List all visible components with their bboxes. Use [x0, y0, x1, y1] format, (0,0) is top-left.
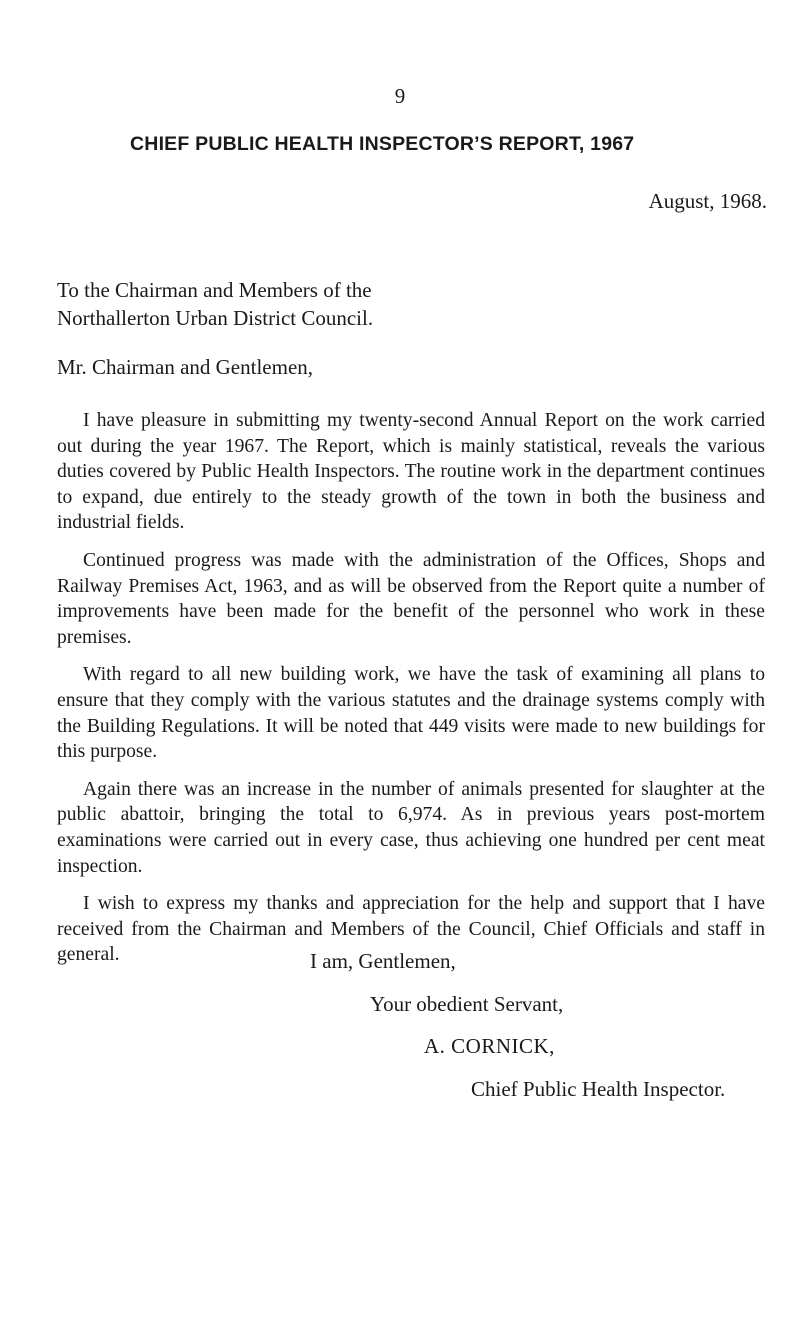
signoff-closing: I am, Gentlemen,: [310, 949, 456, 973]
salutation: Mr. Chairman and Gentlemen,: [57, 355, 314, 379]
signoff-servant: Your obedient Servant,: [370, 992, 564, 1016]
addressee-line-1: To the Chairman and Members of the: [57, 278, 372, 302]
paragraph-abattoir: Again there was an increase in the number of animals presented for slaughter at the public abattoir, bringing the total to 6,974. As in previous years post-mortem examinations were carried out in every case, thus achieving one hundred per cent meat inspection.: [57, 778, 765, 877]
report-title: CHIEF PUBLIC HEALTH INSPECTOR’S REPORT, 1967: [130, 133, 635, 155]
report-date: August, 1968.: [648, 189, 767, 213]
paragraph-annual-report: I have pleasure in submitting my twenty-second Annual Report on the work carried out during the year 1967. The Report, which is mainly statistical, reveals the various duties covered by Public Health Inspectors. The routine work in the department continues to expand, due entirely to the steady growth of the town in both the business and industrial fields.: [57, 410, 765, 534]
paragraph-offices-shops-act: Continued progress was made with the administration of the Offices, Shops and Railway Premises Act, 1963, and as will be observed from the Report quite a number of improvements have been made for the benefit of the personnel who work in these premises.: [57, 549, 765, 648]
letter-body: [57, 408, 765, 980]
signer-name: A. CORNICK,: [424, 1034, 555, 1058]
addressee-block: [57, 276, 373, 332]
addressee-line-2: Northallerton Urban District Council.: [57, 306, 374, 330]
paragraph-thanks: I wish to express my thanks and appreciation for the help and support that I have received from the Chairman and Members of the Council, Chief Officials and staff in general.: [57, 893, 765, 966]
paragraph-new-buildings: With regard to all new building work, we have the task of examining all plans to ensure that they comply with the various statutes and the drainage systems comply with the Building Regulations. It will be noted that 449 visits were made to new buildings for this purpose.: [57, 664, 765, 763]
signer-title: Chief Public Health Inspector.: [471, 1077, 726, 1101]
page-number: 9: [394, 84, 406, 108]
